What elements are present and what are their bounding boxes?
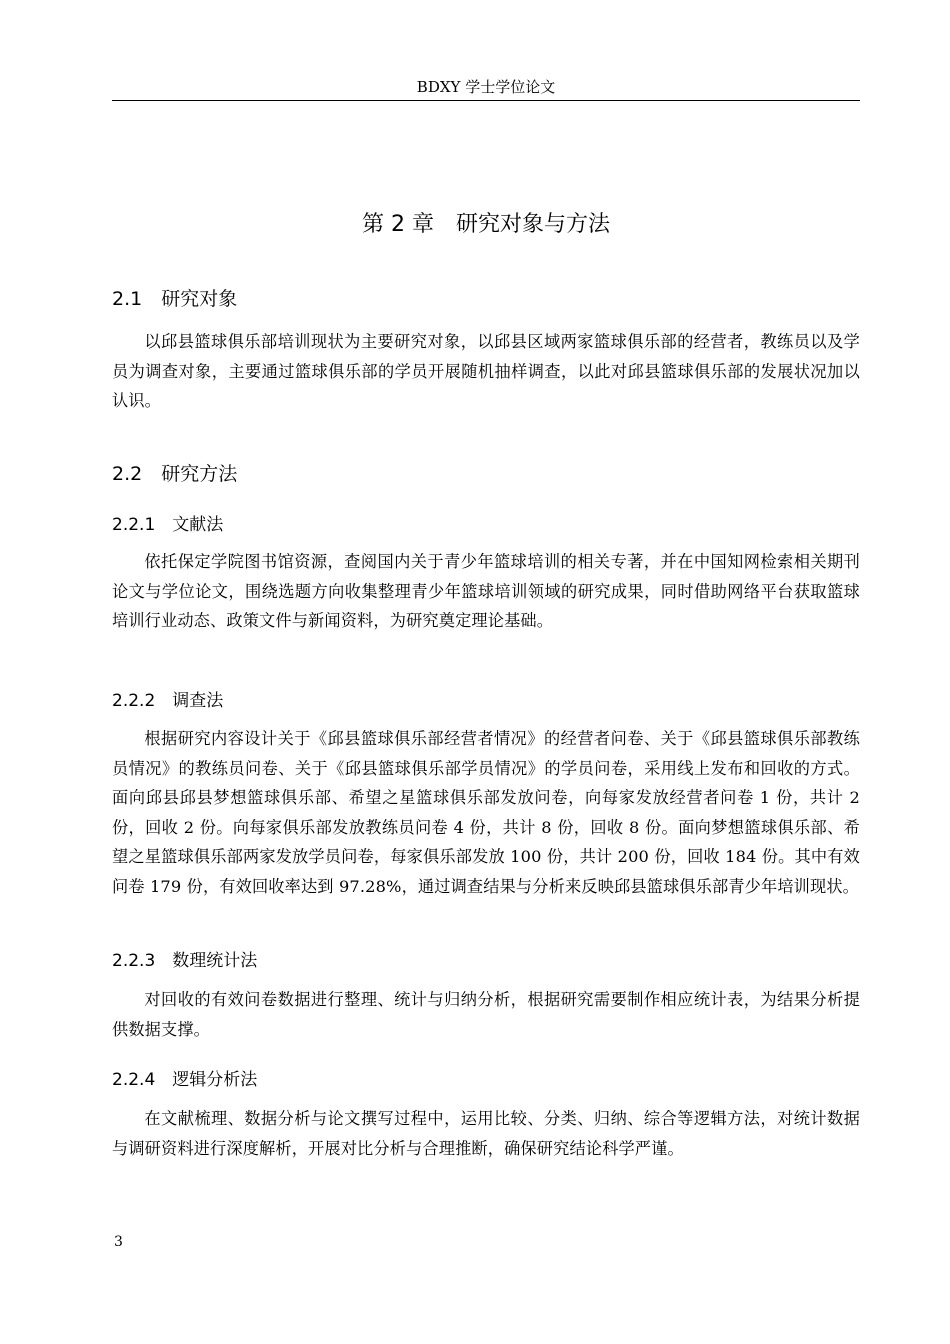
chapter-title: 第 2 章 研究对象与方法 bbox=[362, 212, 610, 237]
section-heading-2-2-2: 2.2.2 调查法 bbox=[112, 691, 224, 711]
section-2-2-2-paragraph: 根据研究内容设计关于《邱县篮球俱乐部经营者情况》的经营者问卷、关于《邱县篮球俱乐部教练员情况》的教练员问卷、关于《邱县篮球俱乐部学员情况》的学员问卷，采用线上发布和回收的方式。面向邱县邱县梦想篮球俱乐部、希望之星篮球俱乐部发放问卷，向每家发放经营者问卷 1 份，共计 2 份，回收 2 份。向每家俱乐部发放教练员问卷 4 份，共计 8 份，回收 8 份。面向梦想篮球俱乐部、希望之星篮球俱乐部两家发放学员问卷，每家俱乐部发放 100 份，共计 200 份，回收 184 份。其中有效问卷 179 份，有效回收率达到 97.28%，通过调查结果与分析来反映邱县篮球俱乐部青少年培训现状。 bbox=[112, 729, 860, 896]
section-2-2-1-paragraph: 依托保定学院图书馆资源，查阅国内关于青少年篮球培训的相关专著，并在中国知网检索相关期刊论文与学位论文，围绕选题方向收集整理青少年篮球培训领域的研究成果，同时借助网络平台获取篮球培训行业动态、政策文件与新闻资料，为研究奠定理论基础。 bbox=[112, 552, 860, 630]
running-header: BDXY 学士学位论文 bbox=[416, 78, 556, 96]
page-number: 3 bbox=[114, 1234, 123, 1250]
header-rule bbox=[112, 100, 860, 101]
section-2-1-paragraph: 以邱县篮球俱乐部培训现状为主要研究对象，以邱县区域两家篮球俱乐部的经营者，教练员以及学员为调查对象，主要通过篮球俱乐部的学员开展随机抽样调查，以此对邱县篮球俱乐部的发展状况加以认识。 bbox=[112, 332, 860, 410]
section-2-2-4-paragraph: 在文献梳理、数据分析与论文撰写过程中，运用比较、分类、归纳、综合等逻辑方法，对统计数据与调研资料进行深度解析，开展对比分析与合理推断，确保研究结论科学严谨。 bbox=[112, 1109, 860, 1158]
section-heading-2-2-4: 2.2.4 逻辑分析法 bbox=[112, 1070, 258, 1090]
section-heading-2-1: 2.1 研究对象 bbox=[112, 288, 238, 310]
section-heading-2-2-1: 2.2.1 文献法 bbox=[112, 515, 224, 535]
section-2-2-3-paragraph: 对回收的有效问卷数据进行整理、统计与归纳分析，根据研究需要制作相应统计表，为结果分析提供数据支撑。 bbox=[112, 990, 860, 1039]
section-heading-2-2: 2.2 研究方法 bbox=[112, 463, 238, 485]
section-heading-2-2-3: 2.2.3 数理统计法 bbox=[112, 951, 258, 971]
